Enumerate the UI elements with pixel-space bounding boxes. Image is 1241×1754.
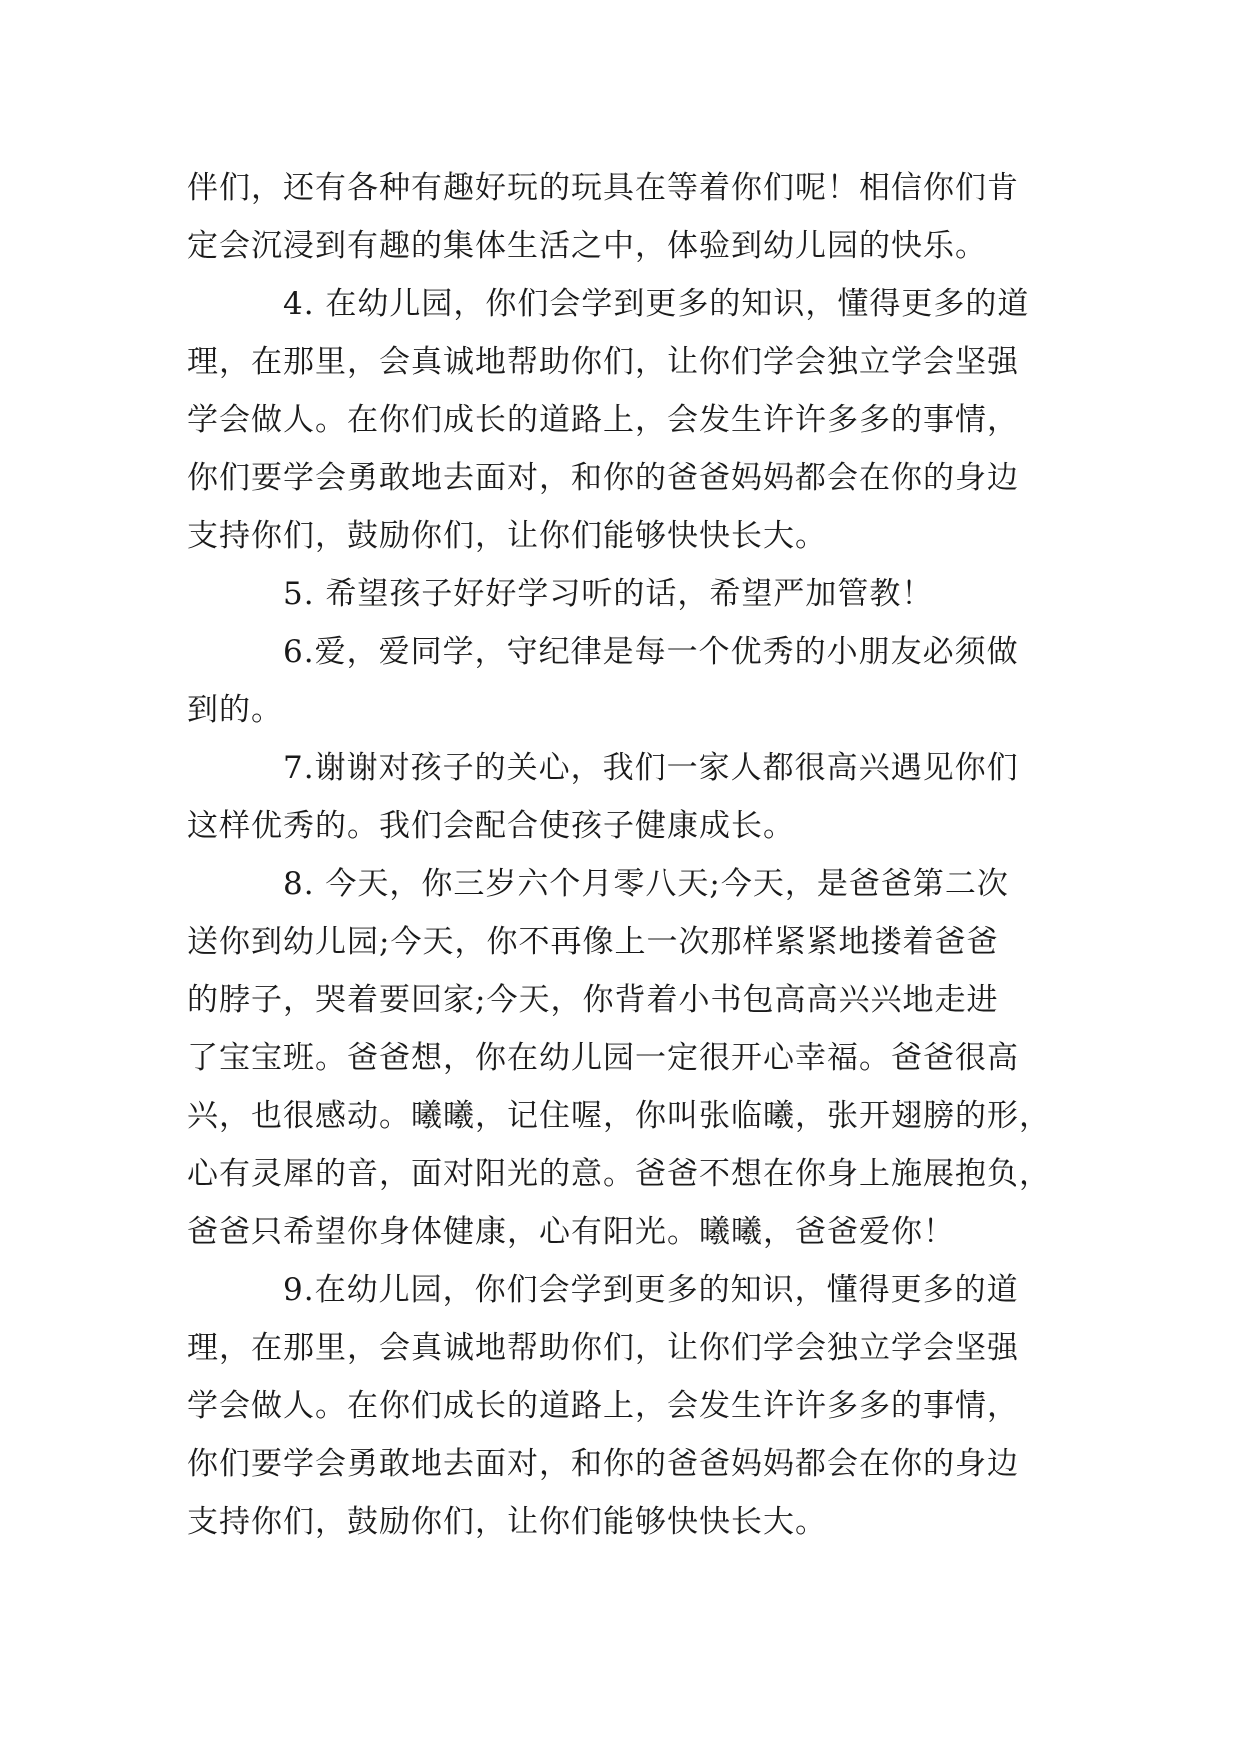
text-line: 爸爸只希望你身体健康，心有阳光。曦曦，爸爸爱你！ xyxy=(187,1214,955,1250)
text-line: 的脖子，哭着要回家;今天，你背着小书包高高兴兴地走进 xyxy=(187,982,999,1018)
text-line: 理，在那里，会真诚地帮助你们，让你们学会独立学会坚强 xyxy=(187,1330,1019,1366)
text-line: 了宝宝班。爸爸想，你在幼儿园一定很开心幸福。爸爸很高 xyxy=(187,1040,1019,1076)
text-line: 8. 今天，你三岁六个月零八天;今天，是爸爸第二次 xyxy=(283,866,1009,902)
document-body xyxy=(187,159,1067,1551)
text-line: 到的。 xyxy=(187,692,283,728)
text-line: 理，在那里，会真诚地帮助你们，让你们学会独立学会坚强 xyxy=(187,344,1019,380)
text-line: 定会沉浸到有趣的集体生活之中，体验到幼儿园的快乐。 xyxy=(187,228,987,264)
text-line: 6.爱，爱同学，守纪律是每一个优秀的小朋友必须做 xyxy=(283,634,1019,670)
text-line: 学会做人。在你们成长的道路上，会发生许许多多的事情， xyxy=(187,402,1019,438)
text-line: 兴，也很感动。曦曦，记住喔，你叫张临曦，张开翅膀的形， xyxy=(187,1098,1051,1134)
text-line: 学会做人。在你们成长的道路上，会发生许许多多的事情， xyxy=(187,1388,1019,1424)
text-line: 支持你们，鼓励你们，让你们能够快快长大。 xyxy=(187,1504,827,1540)
text-line: 4. 在幼儿园，你们会学到更多的知识，懂得更多的道 xyxy=(283,286,1030,322)
text-line: 7.谢谢对孩子的关心，我们一家人都很高兴遇见你们 xyxy=(283,750,1019,786)
text-line: 伴们，还有各种有趣好玩的玩具在等着你们呢！相信你们肯 xyxy=(187,170,1019,206)
text-line: 你们要学会勇敢地去面对，和你的爸爸妈妈都会在你的身边 xyxy=(187,460,1019,496)
text-line: 9.在幼儿园，你们会学到更多的知识，懂得更多的道 xyxy=(283,1272,1019,1308)
text-line: 支持你们，鼓励你们，让你们能够快快长大。 xyxy=(187,518,827,554)
text-line: 心有灵犀的音，面对阳光的意。爸爸不想在你身上施展抱负， xyxy=(187,1156,1051,1192)
text-line: 这样优秀的。我们会配合使孩子健康成长。 xyxy=(187,808,795,844)
text-line: 送你到幼儿园;今天，你不再像上一次那样紧紧地搂着爸爸 xyxy=(187,924,999,960)
text-line: 你们要学会勇敢地去面对，和你的爸爸妈妈都会在你的身边 xyxy=(187,1446,1019,1482)
text-line: 5. 希望孩子好好学习听的话，希望严加管教！ xyxy=(283,576,934,612)
